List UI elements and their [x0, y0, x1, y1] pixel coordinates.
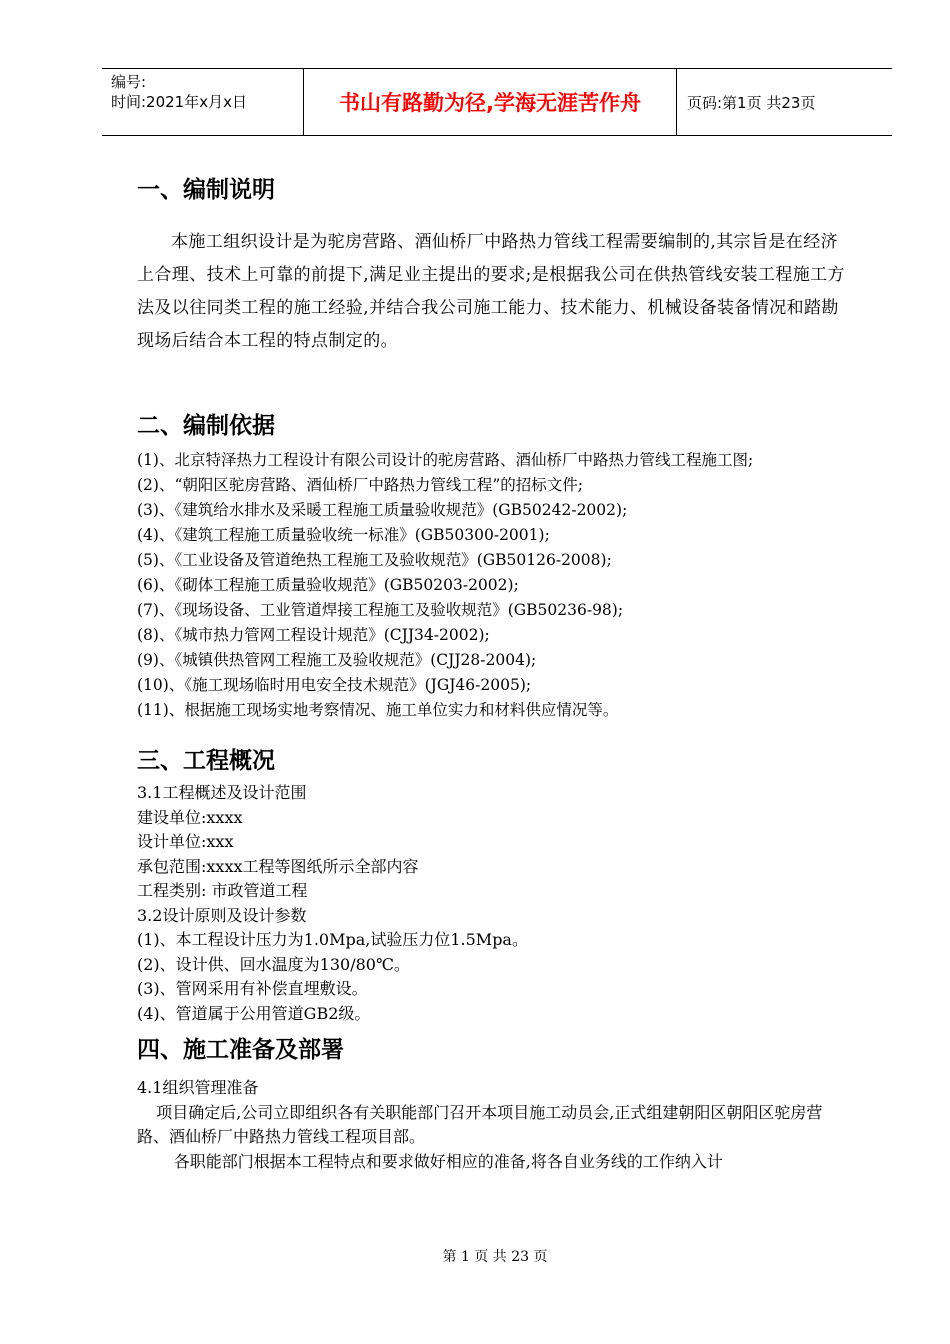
section-4-paragraph: 项目确定后,公司立即组织各有关职能部门召开本项目施工动员会,正式组建朝阳区朝阳区驼房营路、酒仙桥厂中路热力管线工程项目部。: [137, 1102, 823, 1146]
page-header: [102, 68, 892, 136]
section-1-body: 本施工组织设计是为驼房营路、酒仙桥厂中路热力管线工程需要编制的,其宗旨是在经济上合理、技术上可靠的前提下,满足业主提出的要求;是根据我公司在供热管线安装工程施工方法及以往同类工程的施工经验,并结合我公司施工能力、技术能力、机械设备装备情况和踏勘现场后结合本工程的特点制定的。: [137, 232, 845, 351]
overview-line: 承包范围:xxxx工程等图纸所示全部内容: [137, 856, 419, 876]
document-body: [137, 170, 847, 1174]
header-meta: [102, 69, 304, 135]
overview-line: 工程类别: 市政管道工程: [137, 881, 308, 900]
subsection-heading: 3.2设计原则及设计参数: [137, 905, 307, 925]
overview-line: 设计单位:xxx: [137, 832, 234, 851]
list-item: (2)、“朝阳区驼房营路、酒仙桥厂中路热力管线工程”的招标文件;: [137, 476, 584, 494]
list-item: (1)、北京特泽热力工程设计有限公司设计的驼房营路、酒仙桥厂中路热力管线工程施工图;: [137, 451, 754, 469]
subsection-heading: 4.1组织管理准备: [137, 1078, 259, 1097]
section-title-1: 一、编制说明: [137, 177, 275, 203]
list-item: (8)、《城市热力管网工程设计规范》(CJJ34-2002);: [137, 626, 490, 644]
list-item: (6)、《砌体工程施工质量验收规范》(GB50203-2002);: [137, 576, 519, 594]
section-title-3: 三、工程概况: [137, 748, 275, 774]
section-4-paragraph: 各职能部门根据本工程特点和要求做好相应的准备,将各自业务线的工作纳入计: [173, 1151, 723, 1171]
header-page-info: 页码:第1页 共23页: [687, 93, 816, 112]
list-item: (3)、《建筑给水排水及采暖工程施工质量验收规范》(GB50242-2002);: [137, 501, 628, 519]
page-footer: 第 1 页 共 23 页: [442, 1249, 548, 1265]
overview-line: (3)、管网采用有补偿直埋敷设。: [137, 979, 368, 998]
list-item: (11)、根据施工现场实地考察情况、施工单位实力和材料供应情况等。: [137, 701, 619, 719]
list-item: (10)、《施工现场临时用电安全技术规范》(JGJ46-2005);: [137, 676, 532, 694]
document-date: 时间:2021年x月x日: [111, 93, 247, 111]
project-overview: [137, 781, 847, 1026]
overview-line: (4)、管道属于公用管道GB2级。: [137, 1003, 371, 1023]
overview-line: (1)、本工程设计压力为1.0Mpa,试验压力位1.5Mpa。: [137, 930, 528, 949]
overview-line: (2)、设计供、回水温度为130/80℃。: [137, 954, 410, 974]
basis-list: [137, 448, 847, 723]
header-motto: 书山有路勤为径,学海无涯苦作舟: [304, 69, 677, 135]
list-item: (9)、《城镇供热管网工程施工及验收规范》(CJJ28-2004);: [137, 651, 537, 669]
list-item: (7)、《现场设备、工业管道焊接工程施工及验收规范》(GB50236-98);: [137, 601, 624, 619]
section-title-2: 二、编制依据: [137, 413, 275, 439]
list-item: (5)、《工业设备及管道绝热工程施工及验收规范》(GB50126-2008);: [137, 551, 612, 569]
document-number-label: 编号:: [111, 73, 147, 91]
section-title-4: 四、施工准备及部署: [137, 1037, 344, 1063]
list-item: (4)、《建筑工程施工质量验收统一标准》(GB50300-2001);: [137, 526, 550, 544]
overview-line: 建设单位:xxxx: [137, 807, 243, 827]
subsection-heading: 3.1工程概述及设计范围: [137, 783, 307, 802]
